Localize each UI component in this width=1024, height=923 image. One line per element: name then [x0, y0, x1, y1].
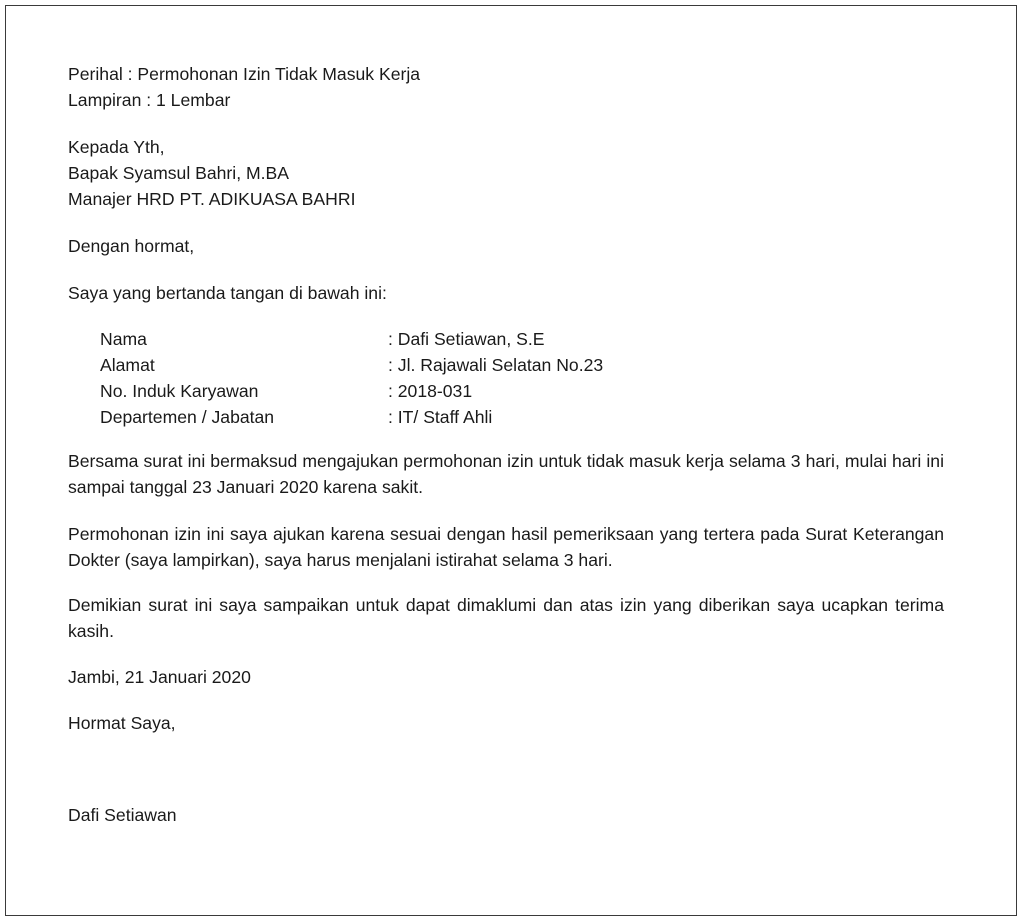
salutation: Dengan hormat, [68, 236, 195, 256]
recipient-greeting: Kepada Yth, [68, 137, 165, 157]
attachment-line: Lampiran : 1 Lembar [68, 90, 231, 110]
identity-row-departemen [100, 404, 944, 430]
identity-label: Alamat [100, 355, 155, 375]
subject-line: Perihal : Permohonan Izin Tidak Masuk Kerja [68, 64, 421, 84]
closing: Hormat Saya, [68, 713, 176, 733]
recipient-position: Manajer HRD PT. ADIKUASA BAHRI [68, 189, 356, 209]
body-paragraph-1: Bersama surat ini bermaksud mengajukan permohonan izin untuk tidak masuk kerja selama 3 hari, mulai hari ini sampai tanggal 23 Januari 2020 karena sakit. [68, 451, 944, 497]
identity-row-nik [100, 378, 944, 404]
identity-value: : 2018-031 [388, 381, 473, 401]
letter-body [68, 61, 944, 828]
identity-row-nama [100, 326, 944, 352]
identity-value: : Dafi Setiawan, S.E [388, 329, 545, 349]
recipient-name: Bapak Syamsul Bahri, M.BA [68, 163, 289, 183]
identity-value: : Jl. Rajawali Selatan No.23 [388, 355, 604, 375]
place-date: Jambi, 21 Januari 2020 [68, 667, 251, 687]
intro-line: Saya yang bertanda tangan di bawah ini: [68, 283, 387, 303]
body-paragraph-2: Permohonan izin ini saya ajukan karena sesuai dengan hasil pemeriksaan yang tertera pada Surat Keterangan Dokter (saya lampirkan), saya harus menjalani istirahat selama 3 hari. [68, 524, 944, 570]
body-paragraph-3: Demikian surat ini saya sampaikan untuk dapat dimaklumi dan atas izin yang diberikan saya ucapkan terima kasih. [68, 595, 944, 641]
signature-name: Dafi Setiawan [68, 805, 177, 825]
identity-label: Departemen / Jabatan [100, 407, 275, 427]
recipient-block [68, 134, 944, 212]
identity-label: No. Induk Karyawan [100, 381, 259, 401]
identity-row-alamat [100, 352, 944, 378]
identity-value: : IT/ Staff Ahli [388, 407, 493, 427]
identity-label: Nama [100, 329, 147, 349]
identity-table [100, 326, 944, 430]
